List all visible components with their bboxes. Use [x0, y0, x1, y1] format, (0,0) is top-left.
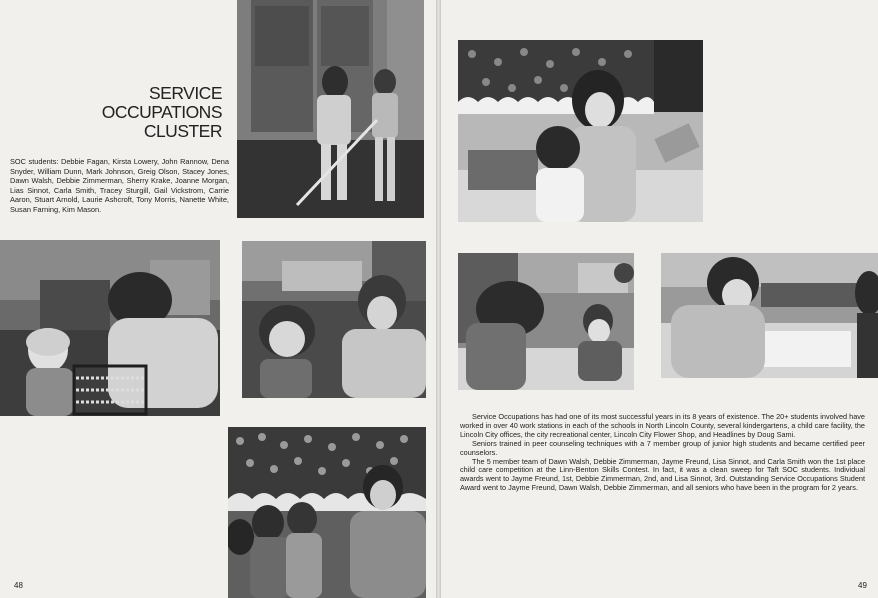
article-body	[460, 413, 865, 493]
right-page	[441, 0, 878, 598]
page-number: 49	[858, 581, 867, 590]
title-line: CLUSTER	[143, 121, 222, 141]
page-title	[88, 84, 222, 141]
article-paragraph: Seniors trained in peer counseling techniques with a 7 member group of junior high students and became certified peer counselors.	[460, 438, 865, 457]
title-line: SERVICE	[148, 83, 222, 103]
left-page	[0, 0, 436, 598]
article-paragraph: The 5 member team of Dawn Walsh, Debbie Zimmerman, Jayme Freund, Lisa Sinnot, and Carla Smith won the 1st place child care competition at the Linn-Benton Skills Contest. In fact, it was a clean sweep for Taft SOC students. Individual awards went to Jayme Freund, 1st, Debbie Zimmerman, 2nd, and Lisa Sinnot, 3rd. Outstanding Service Occupations Student Award went to Jayme Freund, Dawn Walsh, Debbie Zimmerman, and all seniors who have been in the program for 2 years.	[460, 456, 865, 493]
photo-doorway-girls	[237, 0, 424, 218]
photo-teacher-child-table	[458, 40, 703, 222]
photo-abacus-girl	[0, 240, 220, 416]
article-paragraph: Service Occupations has had one of its most successful years in its 8 years of existence. The 20+ students involved have worked in over 40 work stations in each of the schools in North Lincoln County, several kindergartens, a child care facility, the Lincoln City offices, the city recreational center, Lincoln City Flower Shop, and Headlines by Doug Sami.	[460, 412, 865, 439]
photo-girls-playing	[242, 241, 426, 398]
student-list-caption: SOC students: Debbie Fagan, Kirsta Lowery, John Rannow, Dena Snyder, William Dunn, Mark Johnson, Greig Olson, Stacey Jones, Dawn Walsh, Debbie Zimmerman, Sherry Krake, Joanne Morgan, Lias Sinnot, Carla Smith, Tracey Sturgill, Gail Vickstrom, Carrie Aaron, Stuart Arnold, Laurie Ashcroft, Tony Morris, Nanette White, Susan Farning, Kim Mason.	[10, 157, 229, 214]
photo-boy-at-table	[458, 253, 634, 390]
photo-reading-group	[228, 427, 426, 598]
page-number: 48	[14, 581, 23, 590]
photo-girl-writing	[661, 253, 878, 378]
title-line: OCCUPATIONS	[101, 102, 222, 122]
